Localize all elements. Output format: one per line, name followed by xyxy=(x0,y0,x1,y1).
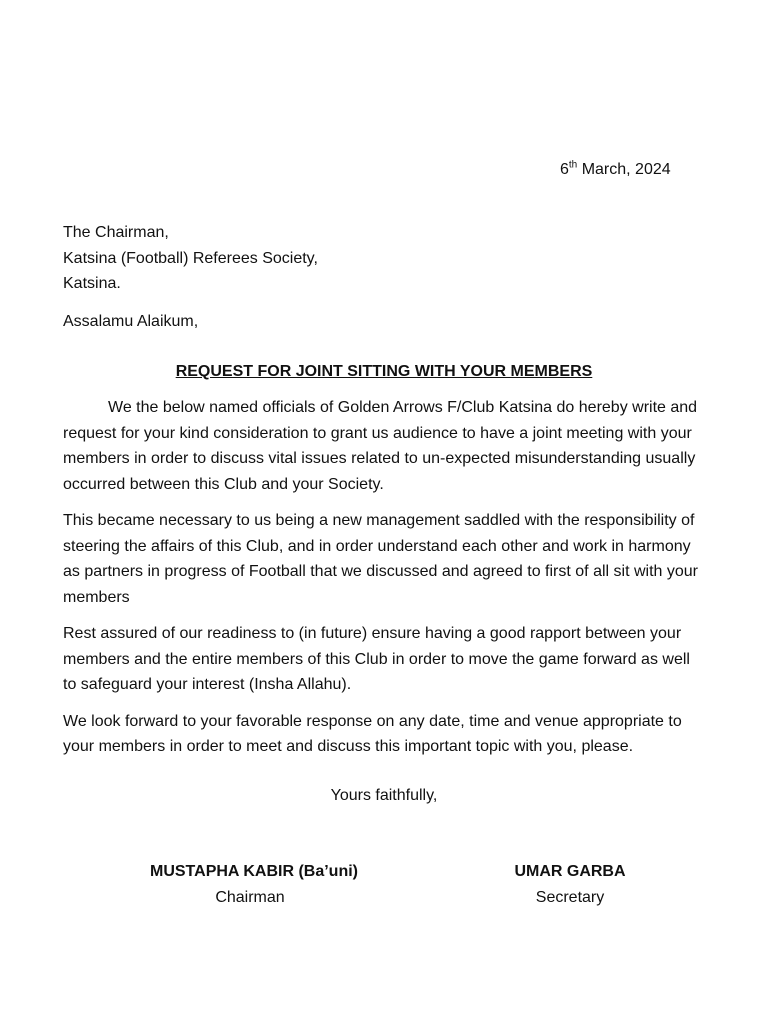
signatory-name: UMAR GARBA xyxy=(514,863,626,880)
date-rest: March, 2024 xyxy=(577,161,671,178)
letter-date xyxy=(560,157,671,183)
signatory-title: Secretary xyxy=(535,888,605,906)
body-paragraph: Rest assured of our readiness to (in future) ensure having a good rapport between your members and the entire members of this Club in order to move the game forward as well to safeguard your interest (Insha Allahu). xyxy=(63,625,690,693)
letter-body xyxy=(63,395,705,771)
signature-block-chairman xyxy=(150,859,358,910)
recipient-line: Katsina (Football) Referees Society, xyxy=(63,249,318,267)
date-suffix: th xyxy=(568,159,578,171)
body-paragraph: We the below named officials of Golden Arrows F/Club Katsina do hereby write and request for your kind consideration to grant us audience to have a joint meeting with your members in order to discuss vital issues related to un-expected misunderstanding usually occurred between this Club and your Society. xyxy=(63,399,698,493)
recipient-line: Katsina. xyxy=(63,275,121,292)
salutation: Assalamu Alaikum, xyxy=(63,313,199,330)
signature-block-secretary xyxy=(470,859,670,910)
subject-heading: REQUEST FOR JOINT SITTING WITH YOUR MEMBERS xyxy=(175,363,593,380)
recipient-line: The Chairman, xyxy=(63,224,169,241)
body-paragraph: We look forward to your favorable response on any date, time and venue appropriate to your members in order to meet and discuss this important topic with you, please. xyxy=(63,712,682,755)
recipient-address xyxy=(63,220,318,297)
closing: Yours faithfully, xyxy=(330,787,438,804)
signatory-name: MUSTAPHA KABIR (Ba’uni) xyxy=(150,863,358,880)
signatory-title: Chairman xyxy=(215,888,285,906)
body-paragraph: This became necessary to us being a new management saddled with the responsibility of steering the affairs of this Club, and in order understand each other and work in harmony as partners in progress of Football that we discussed and agreed to first of all sit with your members xyxy=(63,512,698,606)
date-day: 6 xyxy=(560,161,569,178)
